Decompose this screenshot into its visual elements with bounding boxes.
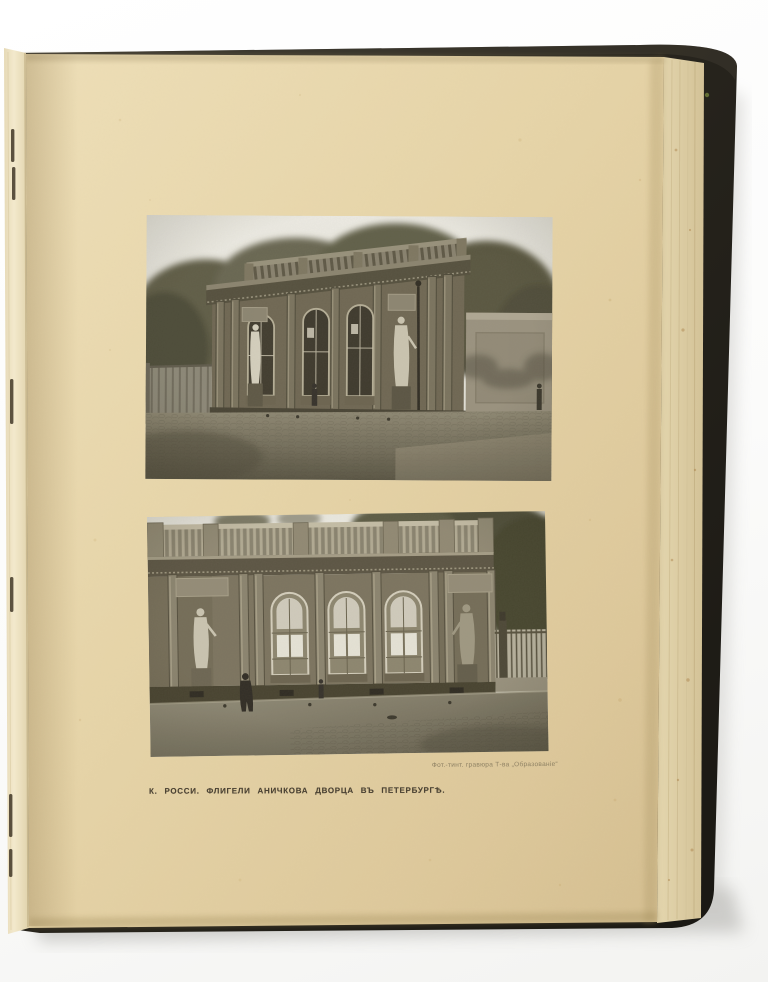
page-leaf bbox=[26, 54, 664, 928]
gutter-fold bbox=[4, 48, 29, 934]
plate-caption: К. РОССИ. ФЛИГЕЛИ АНИЧКОВА ДВОРЦА ВЪ ПЕТЕРБУРГѢ. bbox=[148, 785, 446, 796]
plate-photo-top bbox=[145, 215, 552, 481]
plate-photo-bottom bbox=[147, 511, 549, 757]
engraver-credit: Фот.-тинт. гравюра Т-ва „Образованіе“ bbox=[431, 760, 559, 769]
fore-edge bbox=[657, 57, 704, 923]
pavilion-frontal-illustration bbox=[147, 511, 549, 757]
cover-chip bbox=[705, 93, 709, 97]
pavilion-perspective-illustration bbox=[145, 215, 552, 481]
